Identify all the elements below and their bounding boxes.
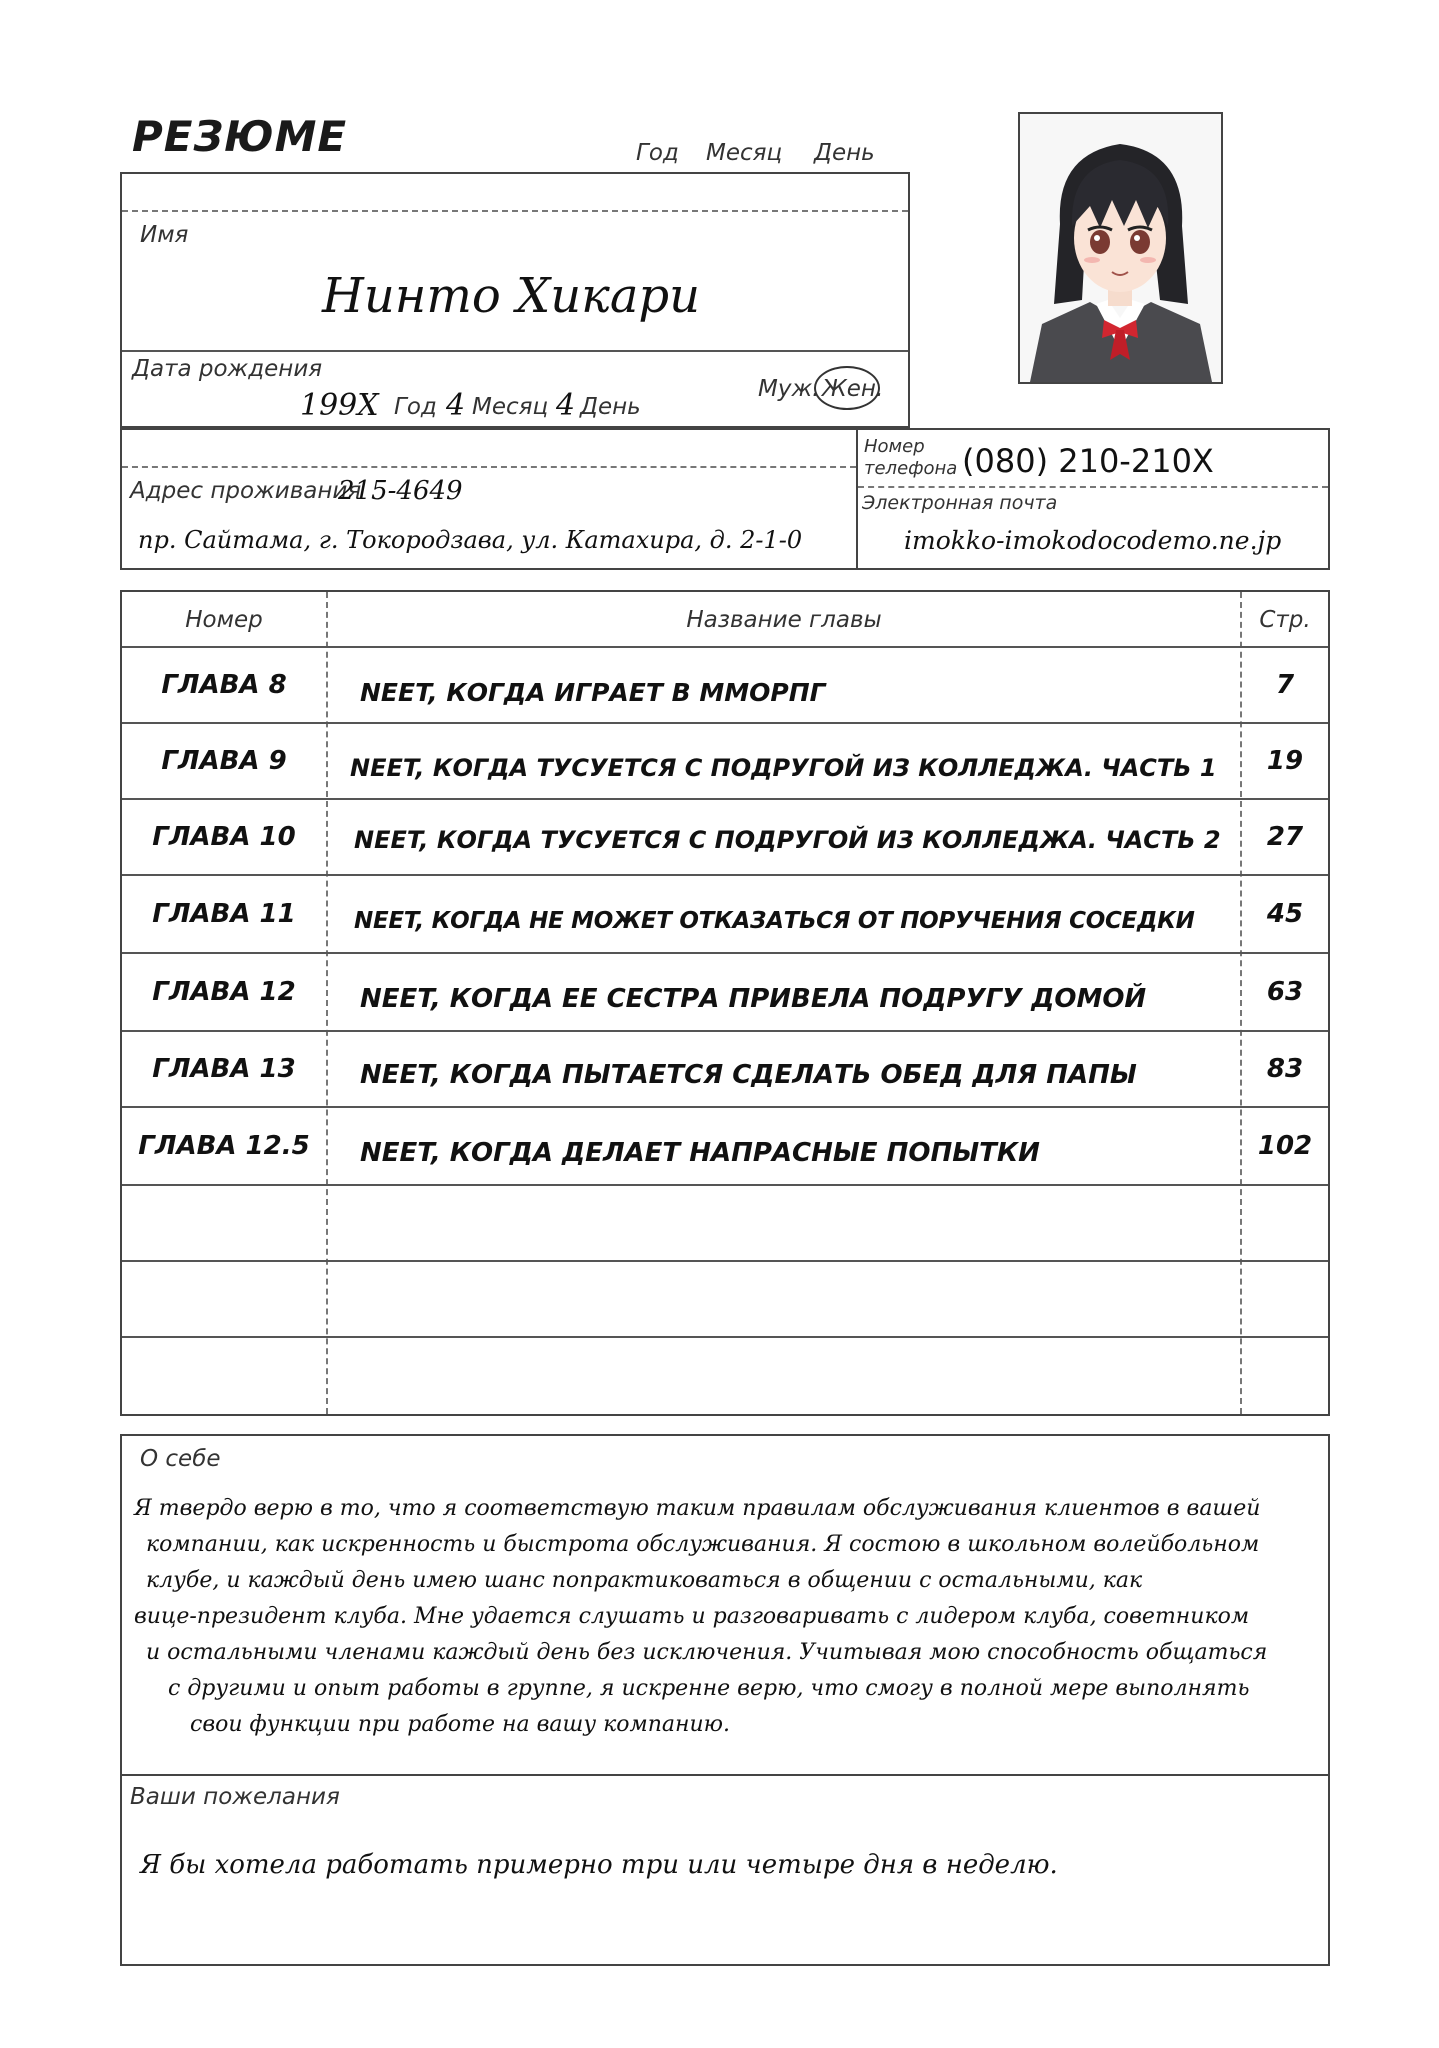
address-value: пр. Сайтама, г. Токородзава, ул. Катахира, д. 2-1-0	[138, 526, 803, 554]
birth-day-unit: День	[580, 394, 641, 420]
about-text-line: компании, как искренность и быстрота обслуживания. Я состою в школьном волейбольном	[146, 1532, 1260, 1557]
chapter-title: NEET, КОГДА ПЫТАЕТСЯ СДЕЛАТЬ ОБЕД ДЛЯ ПАПЫ	[360, 1060, 1137, 1090]
birth-day: 4	[556, 388, 576, 423]
row-divider	[122, 1184, 1328, 1186]
email-value: imokko-imokodocodemo.ne.jp	[904, 526, 1282, 555]
chapter-page: 19	[1266, 746, 1304, 776]
column-header-number: Номер	[185, 607, 263, 633]
row-divider	[122, 1336, 1328, 1338]
chapter-title: NEET, КОГДА НЕ МОЖЕТ ОТКАЗАТЬСЯ ОТ ПОРУЧЕНИЯ СОСЕДКИ	[354, 908, 1195, 934]
wishes-label: Ваши пожелания	[130, 1784, 340, 1810]
about-text-line: и остальными членами каждый день без исключения. Учитывая мою способность общаться	[146, 1640, 1268, 1665]
chapter-page: 45	[1266, 899, 1304, 929]
date-month-label: Месяц	[706, 140, 783, 166]
phone-label-line2: телефона	[864, 458, 958, 479]
phone-label-line1: Номер	[864, 436, 925, 457]
chapter-page: 83	[1266, 1054, 1304, 1084]
chapter-number: ГЛАВА 11	[152, 899, 296, 929]
birth-label: Дата рождения	[132, 356, 323, 382]
chapter-title: NEET, КОГДА ИГРАЕТ В ММОРПГ	[360, 678, 826, 707]
chapter-title: NEET, КОГДА ДЕЛАЕТ НАПРАСНЫЕ ПОПЫТКИ	[360, 1138, 1040, 1168]
chapter-page: 63	[1266, 977, 1304, 1007]
chapter-number: ГЛАВА 12.5	[138, 1131, 310, 1161]
wishes-value: Я бы хотела работать примерно три или четыре дня в неделю.	[140, 1850, 1058, 1880]
date-day-label: День	[814, 140, 875, 166]
about-text-line: свои функции при работе на вашу компанию.	[190, 1712, 731, 1737]
date-year-label: Год	[636, 140, 679, 166]
name-value: Нинто Хикари	[322, 268, 701, 324]
chapter-number: ГЛАВА 13	[152, 1054, 296, 1084]
applicant-photo	[1018, 112, 1223, 384]
divider	[122, 350, 908, 352]
address-label: Адрес проживания	[130, 478, 362, 504]
about-label: О себе	[140, 1446, 221, 1472]
email-label: Электронная почта	[862, 492, 1058, 514]
address-postcode: 215-4649	[338, 476, 463, 506]
birth-year-unit: Год	[394, 394, 437, 420]
column-header-page: Стр.	[1259, 607, 1311, 633]
about-text-line: вице-президент клуба. Мне удается слушать и разговаривать с лидером клуба, советником	[134, 1604, 1250, 1629]
chapter-page: 7	[1275, 670, 1295, 700]
chapter-number: ГЛАВА 9	[161, 746, 287, 776]
about-text-line: с другими и опыт работы в группе, я искренне верю, что смогу в полной мере выполнять	[168, 1676, 1250, 1701]
divider	[858, 486, 1328, 488]
chapter-number: ГЛАВА 12	[152, 977, 296, 1007]
birth-month: 4	[446, 388, 466, 423]
chapter-title: NEET, КОГДА ТУСУЕТСЯ С ПОДРУГОЙ ИЗ КОЛЛЕДЖА. ЧАСТЬ 2	[354, 826, 1221, 854]
divider	[122, 466, 856, 468]
birth-month-unit: Месяц	[472, 394, 549, 420]
chapter-number: ГЛАВА 10	[152, 822, 296, 852]
phone-value: (080) 210-210X	[962, 442, 1214, 480]
chapter-page: 27	[1266, 822, 1304, 852]
chapter-title: NEET, КОГДА ЕЕ СЕСТРА ПРИВЕЛА ПОДРУГУ ДОМОЙ	[360, 984, 1147, 1014]
column-header-name: Название главы	[686, 607, 882, 633]
about-text-line: клубе, и каждый день имею шанс попрактиковаться в общении с остальными, как	[146, 1568, 1143, 1593]
chapter-page: 102	[1257, 1131, 1313, 1161]
about-text-line: Я твердо верю в то, что я соответствую таким правилам обслуживания клиентов в вашей	[134, 1496, 1261, 1521]
row-divider	[122, 1260, 1328, 1262]
portrait-illustration	[1020, 114, 1221, 382]
gender-male-option: Муж.	[758, 376, 820, 402]
divider	[122, 210, 908, 212]
chapter-number: ГЛАВА 8	[161, 670, 287, 700]
column-divider	[326, 592, 328, 1414]
page-title: РЕЗЮМЕ	[132, 112, 348, 161]
name-label: Имя	[140, 222, 189, 248]
gender-female-option: Жен.	[822, 376, 884, 402]
chapter-title: NEET, КОГДА ТУСУЕТСЯ С ПОДРУГОЙ ИЗ КОЛЛЕДЖА. ЧАСТЬ 1	[350, 754, 1217, 782]
birth-year: 199X	[300, 388, 379, 423]
